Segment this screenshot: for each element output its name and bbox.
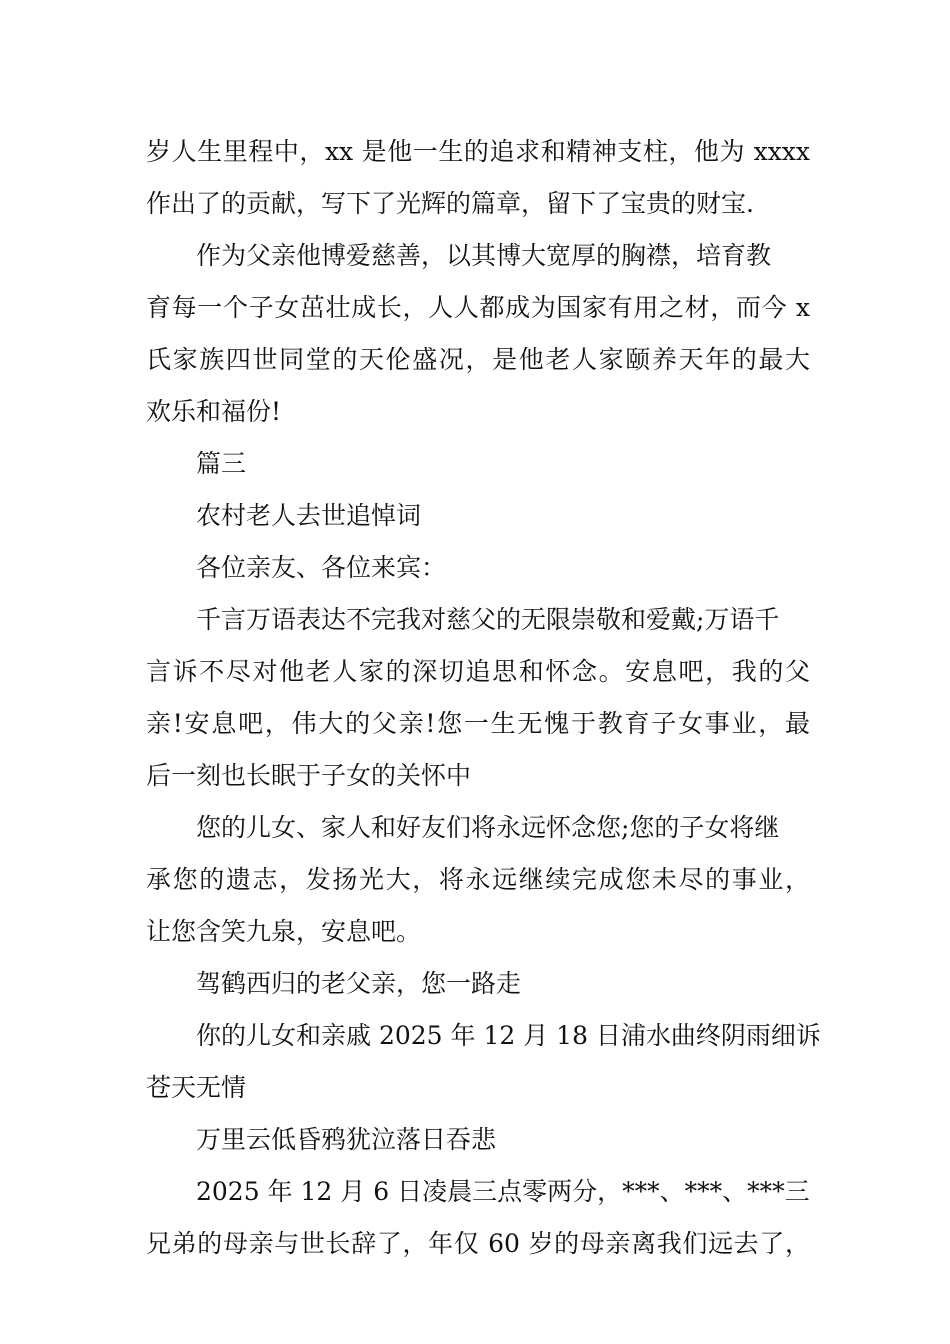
paragraph-start-line: 作为父亲他博爱慈善，以其博大宽厚的胸襟，培育教: [196, 241, 772, 270]
text-line: 兄弟的母亲与世长辞了，年仅 60 岁的母亲离我们远去了，: [146, 1229, 810, 1258]
paragraph-start-line: 千言万语表达不完我对慈父的无限崇敬和爱戴;万语千: [196, 605, 780, 634]
text-line: 欢乐和福份!: [146, 397, 282, 426]
text-line: 育每一个子女茁壮成长，人人都成为国家有用之材，而今 x: [146, 293, 810, 322]
text-line: 作出了的贡献，写下了光辉的篇章，留下了宝贵的财宝.: [146, 189, 754, 218]
text-line: 苍天无情: [146, 1073, 247, 1102]
document-title: 农村老人去世追悼词: [196, 501, 422, 530]
salutation: 各位亲友、各位来宾：: [196, 553, 447, 582]
paragraph-start-line: 2025 年 12 月 6 日凌晨三点零两分，***、***、***三: [196, 1177, 810, 1206]
text-line: 亲!安息吧，伟大的父亲!您一生无愧于教育子女事业，最: [146, 709, 810, 738]
paragraph-start-line: 您的儿女、家人和好友们将永远怀念您;您的子女将继: [196, 813, 780, 842]
text-line: 承您的遗志，发扬光大，将永远继续完成您未尽的事业，: [146, 865, 810, 894]
text-line: 言诉不尽对他老人家的深切追思和怀念。安息吧，我的父: [146, 657, 810, 686]
paragraph-start-line: 你的儿女和亲戚 2025 年 12 月 18 日浦水曲终阴雨细诉: [196, 1021, 821, 1050]
text-line: 让您含笑九泉，安息吧。: [146, 917, 422, 946]
paragraph-start-line: 驾鹤西归的老父亲，您一路走: [196, 969, 522, 998]
document-body: [146, 126, 821, 1270]
text-line: 岁人生里程中，xx 是他一生的追求和精神支柱，他为 xxxx: [146, 137, 810, 166]
section-heading: 篇三: [196, 449, 247, 478]
text-line: 后一刻也长眠于子女的关怀中: [146, 761, 472, 790]
paragraph-start-line: 万里云低昏鸦犹泣落日吞悲: [196, 1125, 497, 1154]
text-line: 氏家族四世同堂的天伦盛况，是他老人家颐养天年的最大: [146, 345, 810, 374]
